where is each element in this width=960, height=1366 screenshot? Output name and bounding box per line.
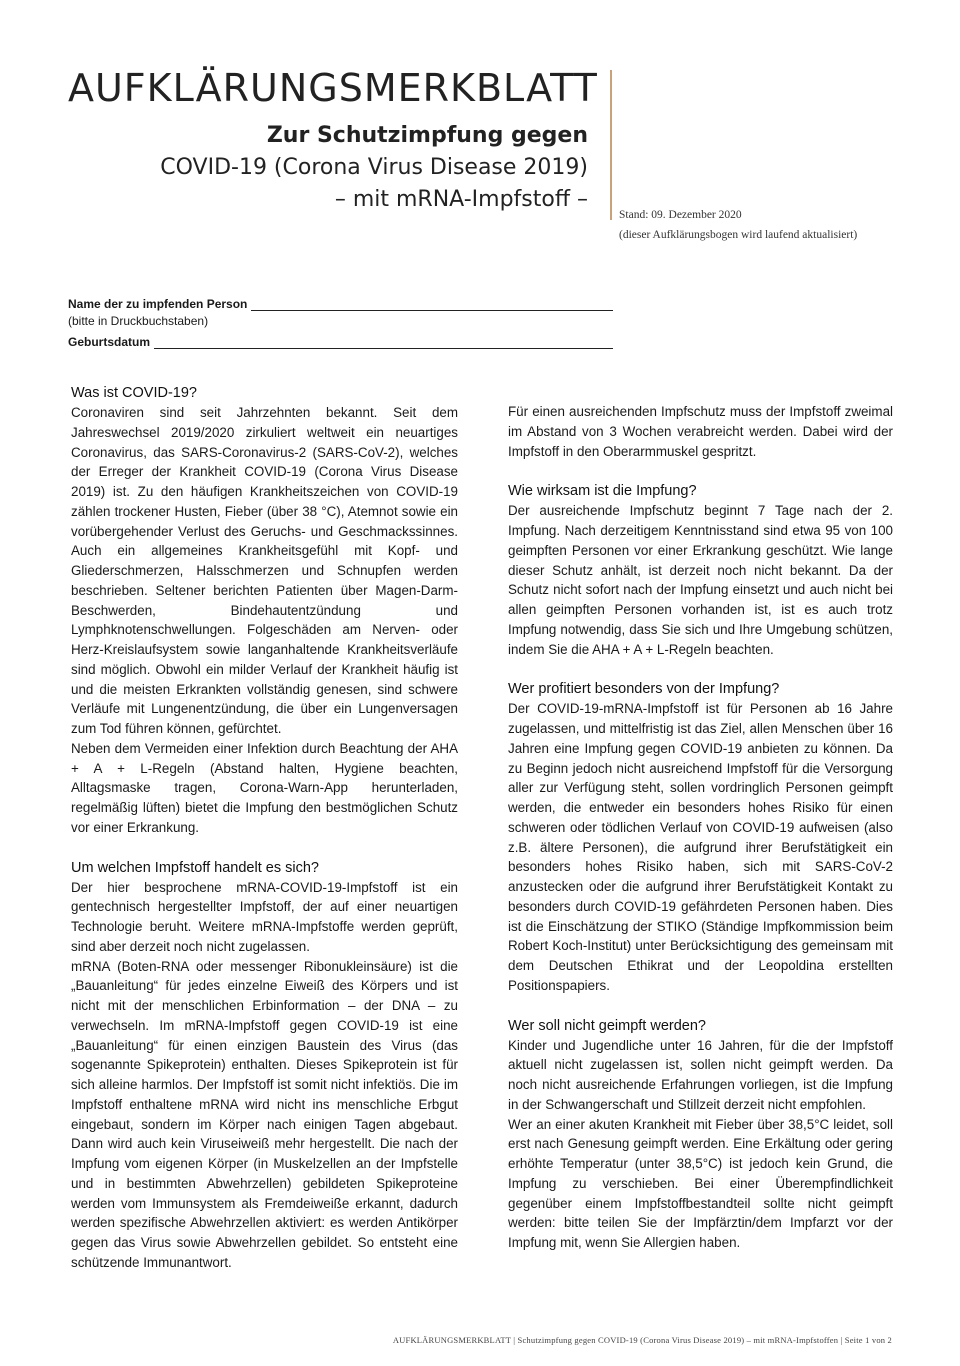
paragraph: Coronaviren sind seit Jahrzehnten bekannt. Seit dem Jahreswechsel 2019/2020 zirkuliert weltweit ein neuartiges Coronavirus, das SARS-Coronavirus-2 (SARS-CoV-2), welches der Erreger der Krankheit COVID-19 (Corona Virus Disease 2019) ist. Zu den häufigen Krankheitszeichen von COVID-19 zählen trockener Husten, Fieber (über 38 °C), Atemnot sowie ein vorübergehender Verlust des Geruchs- und Geschmackssinnes. Auch ein allgemeines Krankheitsgefühl mit Kopf- und Gliederschmerzen, Halsschmerzen und Schnupfen werden beschrieben. Seltener berichten Patienten über Magen-Darm-Beschwerden, Bindehautentzündung und Lymphknotenschwellungen. Folgeschäden am Nerven- oder Herz-Kreislaufsystem sowie langanhaltende Krankheitsverläufe sind möglich. Obwohl ein milder Verlauf der Krankheit häufig ist und die meisten Erkrankten vollständig genesen, sind schwere Verläufe mit Lungenentzündung, die über ein Lungenversagen zum Tod führen können, gefürchtet.: [71, 405, 458, 736]
left-column: [71, 383, 458, 1273]
document-title: AUFKLÄRUNGSMERKBLATT: [68, 66, 598, 110]
subtitle-line-3: – mit mRNA-Impfstoff –: [334, 187, 588, 212]
version-info: [619, 205, 857, 245]
subtitle-line-1: Zur Schutzimpfung gegen: [266, 123, 588, 148]
version-date: Stand: 09. Dezember 2020: [619, 209, 742, 221]
dob-field[interactable]: [154, 336, 613, 349]
name-field[interactable]: [251, 298, 613, 311]
name-row: [68, 293, 613, 311]
page-footer: AUFKLÄRUNGSMERKBLATT | Schutzimpfung gegen COVID-19 (Corona Virus Disease 2019) – mit mRNA-Impfstoffen | Seite 1 von 2: [392, 1335, 892, 1345]
section-heading-what-is-covid: Was ist COVID-19?: [71, 385, 197, 401]
patient-form: [68, 293, 613, 349]
subtitle-line-2: COVID-19 (Corona Virus Disease 2019): [160, 155, 588, 180]
paragraph: mRNA (Boten-RNA oder messenger Ribonukleinsäure) ist die „Bauanleitung“ für jedes einzelne Eiweiß des Körpers und ist nicht mit der menschlichen Erbinformation – der DNA – zu verwechseln. Im mRNA-Impfstoff gegen COVID-19 ist eine „Bauanleitung“ für einen einzigen Baustein des Virus (das sogenannte Spikeprotein) enthalten. Dieses Spikeprotein ist für sich alleine harmlos. Der Impfstoff ist somit nicht infektiös. Die im Impfstoff enthaltene mRNA wird nicht ins menschliche Erbgut eingebaut, sondern im Körper nach einigen Tagen abgebaut. Dann wird auch kein Viruseiweiß mehr hergestellt. Die nach der Impfung vom eigenen Körper (in Muskelzellen an der Impfstelle und in bestimmten Abwehrzellen) gebildeten Spikeproteine werden vom Immunsystem als Fremdeiweiße erkannt, dadurch werden spezifische Abwehrzellen aktiviert: es werden Antikörper gegen das Virus sowie Abwehrzellen gebildet. So entsteht eine schützende Immunantwort.: [71, 958, 458, 1270]
paragraph: Der COVID-19-mRNA-Impfstoff ist für Personen ab 16 Jahre zugelassen, und mittelfristig ist das Ziel, allen Menschen über 16 Jahren eine Impfung gegen COVID-19 anbieten zu können. Da zu Beginn jedoch nicht ausreichend Impfstoff für die Versorgung aller zur Verfügung steht, sollen vordringlich Personen geimpft werden, die entweder ein besonders hohes Risiko für einen schweren oder tödlichen Verlauf von COVID-19 aufweisen (also z.B. ältere Personen), die aufgrund ihrer Berufstätigkeit ein besonders hohes Risiko haben, sich mit SARS-CoV-2 anzustecken oder die aufgrund ihrer Berufstätigkeit Kontakt zu besonders durch COVID-19 gefährdeten Personen haben. Dies ist die Einschätzung der STIKO (Ständige Impfkommission beim Robert Koch-Institut) unter Berücksichtigung des gemeinsam mit dem Deutschen Ethikrat und der Leopoldina erstellten Positionspapiers.: [508, 701, 893, 993]
section-heading-vaccine-type: Um welchen Impfstoff handelt es sich?: [71, 859, 319, 876]
section-heading-who-benefits: Wer profitiert besonders von der Impfung?: [508, 681, 780, 698]
section-heading-who-not: Wer soll nicht geimpft werden?: [508, 1017, 706, 1034]
paragraph: Der ausreichende Impfschutz beginnt 7 Tage nach der 2. Impfung. Nach derzeitigem Kenntnisstand sind etwa 95 von 100 geimpften Personen vor einer Erkrankung geschützt. Wie lange dieser Schutz anhält, ist derzeit noch nicht bekannt. Da der Schutz nicht sofort nach der Impfung einsetzt und auch nicht bei allen geimpften Personen vorhanden ist, ist es auch trotz Impfung notwendig, dass Sie sich und Ihre Umgebung schützen, indem Sie die AHA + A + L-Regeln beachten.: [508, 503, 893, 657]
version-note: (dieser Aufklärungsbogen wird laufend aktualisiert): [619, 229, 858, 241]
dob-row: [68, 331, 613, 349]
section-heading-effectiveness: Wie wirksam ist die Impfung?: [508, 483, 697, 500]
paragraph: Kinder und Jugendliche unter 16 Jahren, für die der Impfstoff aktuell nicht zugelassen ist, sollen nicht geimpft werden. Da noch nicht ausreichende Erfahrungen vorliegen, ist die Impfung in der Schwangerschaft und Stillzeit derzeit nicht empfohlen.: [508, 1037, 893, 1112]
document-subtitle: [160, 120, 588, 216]
name-label: Name der zu impfenden Person: [68, 297, 248, 311]
header-divider: [610, 70, 612, 220]
name-hint: (bitte in Druckbuchstaben): [68, 314, 209, 328]
paragraph: Neben dem Vermeiden einer Infektion durch Beachtung der AHA + A + L-Regeln (Abstand halten, Hygiene beachten, Alltagsmaske tragen, Corona-Warn-App herunterladen, regelmäßig lüften) bietet die Impfung den bestmöglichen Schutz vor einer Erkrankung.: [71, 740, 458, 835]
paragraph: Der hier besprochene mRNA-COVID-19-Impfstoff ist ein gentechnisch hergestellter Impfstoff, der auf einer neuartigen Technologie beruht. Weitere mRNA-Impfstoffe werden geprüft, sind aber derzeit noch nicht zugelassen.: [71, 879, 458, 954]
dob-label: Geburtsdatum: [68, 335, 151, 349]
paragraph: Für einen ausreichenden Impfschutz muss der Impfstoff zweimal im Abstand von 3 Wochen verabreicht werden. Dabei wird der Impfstoff in den Oberarmmuskel gespritzt.: [508, 404, 893, 459]
right-column: [508, 402, 893, 1253]
paragraph: Wer an einer akuten Krankheit mit Fieber über 38,5°C leidet, soll erst nach Genesung geimpft werden. Eine Erkältung oder gering erhöhte Temperatur (unter 38,5°C) ist jedoch kein Grund, die Impfung zu verschieben. Bei einer Überempfindlichkeit gegenüber einem Impfstoffbestandteil sollte nicht geimpft werden: bitte teilen Sie der Impfärztin/dem Impfarzt vor der Impfung mit, wenn Sie Allergien haben.: [508, 1116, 893, 1250]
